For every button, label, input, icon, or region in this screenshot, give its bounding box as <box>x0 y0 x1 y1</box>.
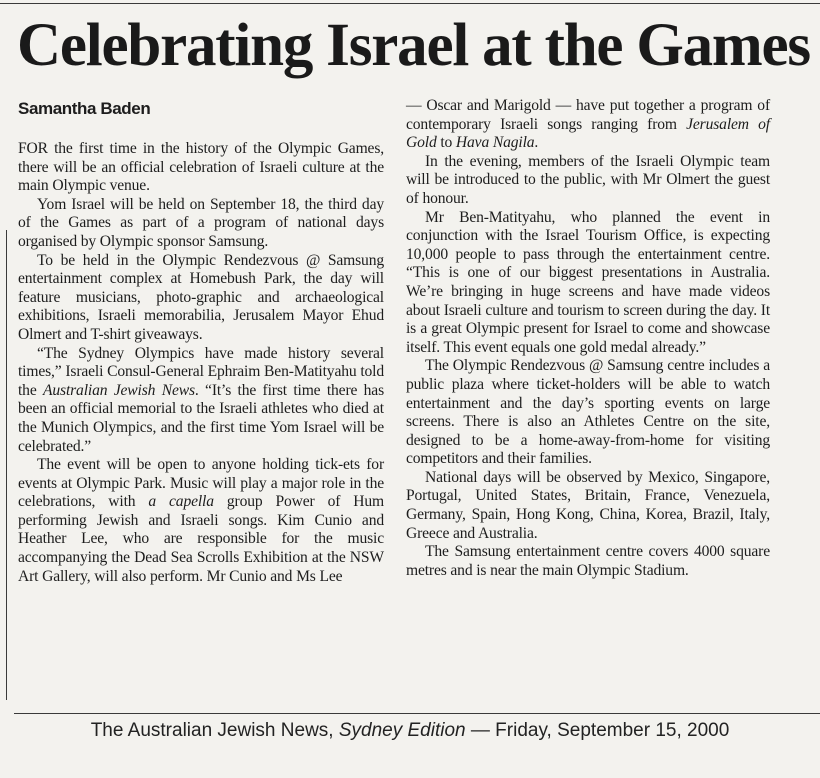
byline: Samantha Baden <box>18 99 151 118</box>
edition-name: Sydney Edition <box>338 720 466 741</box>
paragraph: Yom Israel will be held on September 18, the third day of the Games as part of a program of national days organised by Olympic sponsor Samsung. <box>18 195 384 250</box>
paragraph <box>18 456 384 586</box>
paragraph: To be held in the Olympic Rendezvous @ Samsung entertainment complex at Homebush Park, the day will feature musicians, photo-graphic and archaeological exhibitions, Israeli memorabilia, Jerusalem Mayor Ehud Olmert and T-shirt giveaways. <box>18 251 384 343</box>
paragraph: National days will be observed by Mexico, Singapore, Portugal, United States, Britain, France, Venezuela, Germany, Spain, Hong Kong, China, Korea, Brazil, Italy, Greece and Australia. <box>406 468 770 542</box>
headline: Celebrating Israel at the Games <box>17 12 810 79</box>
text: — Oscar and Marigold — have put together a program of contemporary Israeli songs ranging from <box>406 97 770 133</box>
article-column-1 <box>18 140 384 586</box>
column-rule <box>6 230 7 700</box>
publication-title: Australian Jewish News <box>43 381 195 399</box>
text: “The Sydney Olympics have made history several times,” Israeli Consul-General Ephraim Ben-Matityahu told the <box>18 344 384 399</box>
issue-date: — Friday, September 15, 2000 <box>470 720 730 741</box>
paragraph: The Samsung entertainment centre covers 4000 square metres and is near the main Olympic Stadium. <box>406 543 770 579</box>
paragraph: FOR the first time in the history of the Olympic Games, there will be an official celebration of Israeli culture at the main Olympic venue. <box>18 140 384 195</box>
song-title: Jerusalem of Gold <box>406 115 770 152</box>
top-rule <box>0 3 820 4</box>
text: . “It’s the first time there has been an official memorial to the Israeli athletes who died at the Munich Olympics, and the first time Yom Israel will be celebrated.” <box>18 381 384 455</box>
paragraph: The Olympic Rendezvous @ Samsung centre includes a public plaza where ticket-holders will be able to watch entertainment and the day’s sporting events on large screens. There is also an Athletes Centre on the site, designed to be a home-away-from-home for visiting competitors and their families. <box>406 357 770 468</box>
text: . <box>534 134 539 152</box>
publication-name: The Australian Jewish News, <box>90 720 334 741</box>
text: to <box>436 134 456 152</box>
paragraph <box>406 97 770 153</box>
paragraph <box>18 345 384 457</box>
text: The event will be open to anyone holding tick-ets for events at Olympic Park. Music will play a major role in the celebrations, with <box>18 456 384 511</box>
paragraph: In the evening, members of the Israeli Olympic team will be introduced to the public, with Mr Olmert the guest of honour. <box>406 152 770 207</box>
footer-credit <box>0 718 820 744</box>
footer-rule <box>14 713 820 714</box>
text: group Power of Hum performing Jewish and Israeli songs. Kim Cunio and Heather Lee, who are responsible for the music accompanying the Dead Sea Scrolls Exhibition at the NSW Art Gallery, will also perform. Mr Cunio and Ms Lee <box>18 493 385 585</box>
paragraph: Mr Ben-Matityahu, who planned the event in conjunction with the Israel Tourism Office, is expecting 10,000 people to pass through the entertainment centre. “This is one of our biggest presentations in Australia. We’re bringing in huge screens and have made videos about Israeli culture and tourism to screen during the day. It is a great Olympic present for Israel to come and showcase itself. This event equals one gold medal already.” <box>406 208 770 356</box>
article-column-2 <box>406 97 770 580</box>
italic-term: a capella <box>148 493 214 511</box>
song-title: Hava Nagila <box>455 134 535 152</box>
